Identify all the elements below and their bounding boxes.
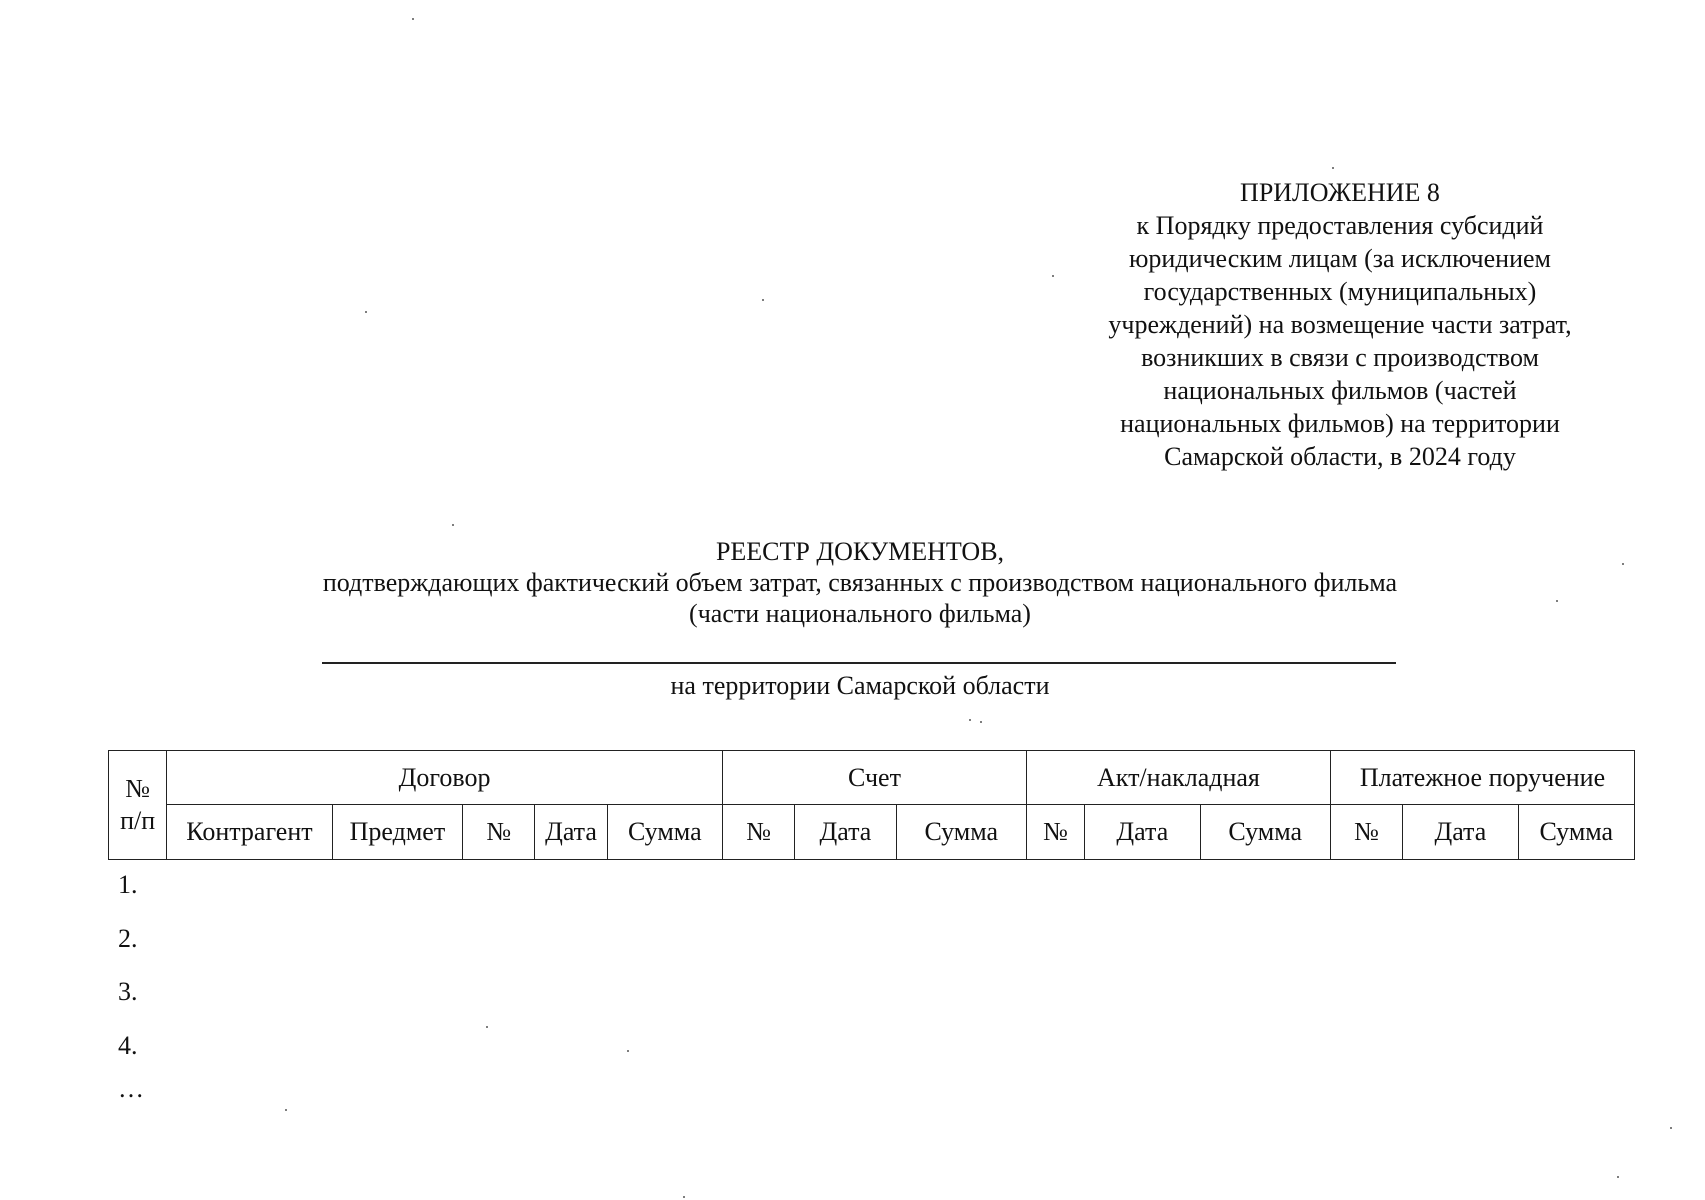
- scan-speck: [285, 1109, 287, 1111]
- title-heading: РЕЕСТР ДОКУМЕНТОВ,: [715, 537, 1005, 566]
- blank-fill-line: [322, 662, 1396, 664]
- scan-speck: [627, 1050, 629, 1052]
- appendix-line: национальных фильмов) на территории: [1120, 409, 1560, 438]
- scan-speck: [1617, 1176, 1619, 1178]
- group-header-invoice: Счет: [722, 751, 1026, 805]
- row-number-list: [118, 870, 178, 1138]
- group-header-act: Акт/накладная: [1026, 751, 1330, 805]
- row-number: 4.: [118, 1030, 138, 1060]
- scan-speck: [969, 719, 971, 721]
- document-title: [200, 536, 1520, 629]
- column-header: Дата: [1403, 805, 1518, 860]
- scan-speck: [980, 721, 982, 723]
- appendix-line: государственных (муниципальных): [1143, 277, 1537, 306]
- column-header: Предмет: [332, 805, 462, 860]
- scan-speck: [1052, 275, 1054, 277]
- scan-speck: [1622, 563, 1624, 565]
- appendix-line: к Порядку предоставления субсидий: [1136, 211, 1544, 240]
- scan-speck: [365, 311, 367, 313]
- appendix-header: [1040, 176, 1640, 473]
- column-header: Дата: [1085, 805, 1200, 860]
- column-header: Контрагент: [167, 805, 333, 860]
- appendix-line: национальных фильмов (частей: [1163, 376, 1517, 405]
- pp-label: п/п: [120, 806, 156, 835]
- scan-speck: [452, 524, 454, 526]
- column-header: №: [722, 805, 794, 860]
- scan-speck: [486, 1026, 488, 1028]
- territory-caption: на территории Самарской области: [670, 671, 1050, 700]
- column-header: Дата: [795, 805, 896, 860]
- appendix-line: возникших в связи с производством: [1141, 343, 1539, 372]
- row-number: 1.: [118, 870, 138, 899]
- column-header: №: [1330, 805, 1402, 860]
- row-number-header: [109, 751, 167, 860]
- registry-table: [108, 750, 1635, 860]
- column-header: Сумма: [607, 805, 722, 860]
- row-number: 3.: [118, 977, 138, 1006]
- column-header: Сумма: [896, 805, 1026, 860]
- scan-speck: [1670, 1127, 1672, 1129]
- column-header: №: [463, 805, 535, 860]
- appendix-title: ПРИЛОЖЕНИЕ 8: [1240, 178, 1440, 207]
- column-header: №: [1026, 805, 1084, 860]
- group-header-payment: Платежное поручение: [1330, 751, 1634, 805]
- row-number: 2.: [118, 923, 138, 953]
- row-ellipsis: …: [118, 1074, 144, 1103]
- appendix-line: юридическим лицам (за исключением: [1129, 244, 1551, 273]
- scan-speck: [1556, 600, 1558, 602]
- title-line: (части национального фильма): [689, 599, 1031, 628]
- group-header-contract: Договор: [167, 751, 723, 805]
- scan-speck: [762, 299, 764, 301]
- appendix-line: учреждений) на возмещение части затрат,: [1108, 310, 1572, 339]
- scan-speck: [1332, 167, 1334, 169]
- number-sign: №: [125, 774, 150, 803]
- column-header: Сумма: [1200, 805, 1330, 860]
- column-header: Дата: [535, 805, 607, 860]
- title-line: подтверждающих фактический объем затрат, связанных с производством национального фильма: [322, 568, 1398, 597]
- appendix-line: Самарской области, в 2024 году: [1164, 442, 1516, 471]
- column-header: Сумма: [1518, 805, 1634, 860]
- scan-speck: [683, 1196, 685, 1198]
- scan-speck: [412, 18, 414, 20]
